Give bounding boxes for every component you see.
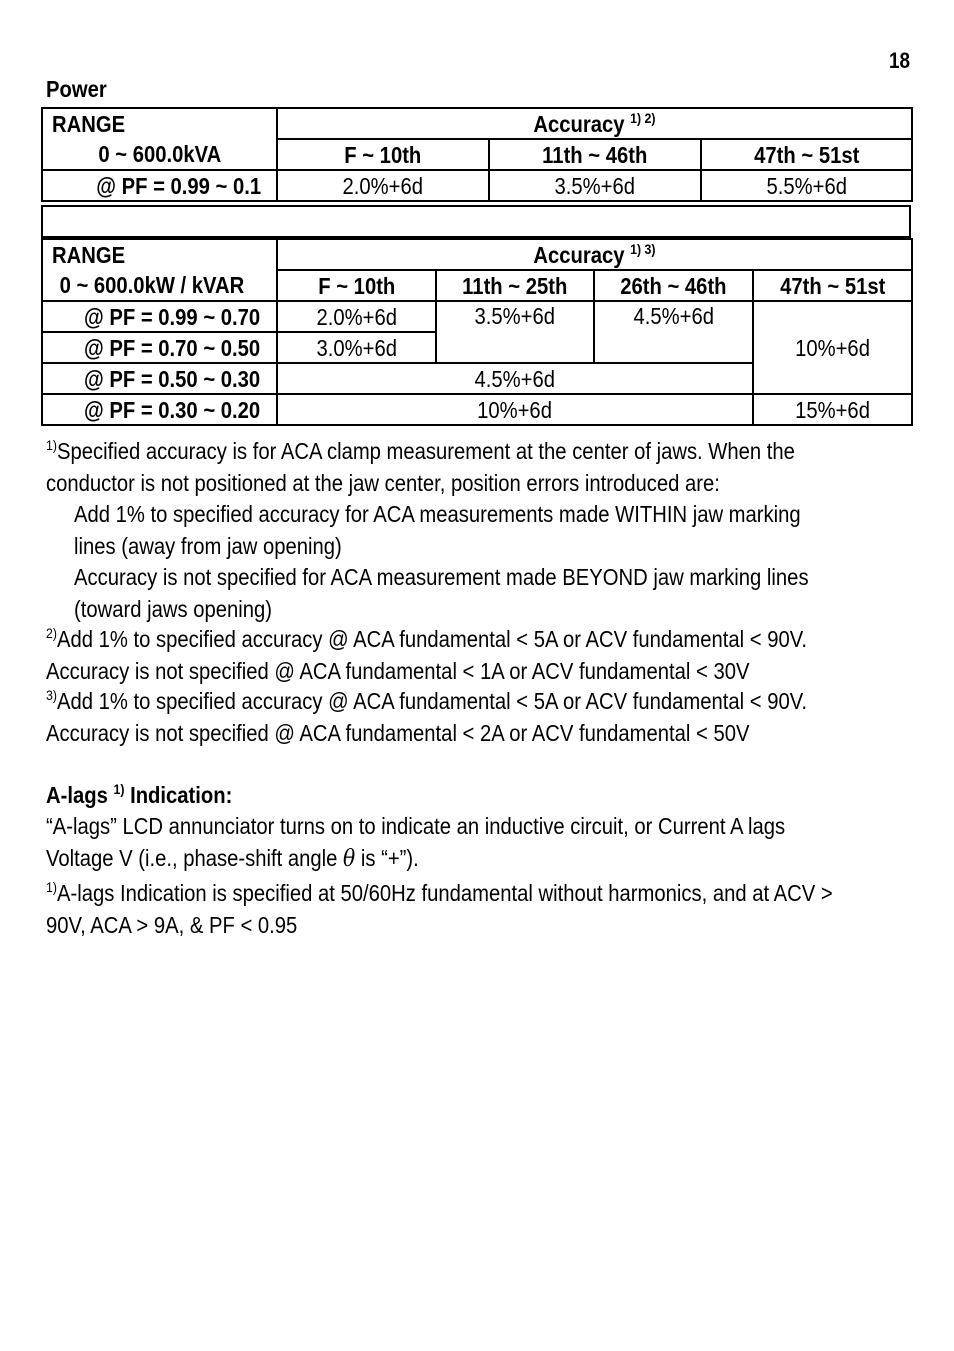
column-header: F ~ 10th [277,139,489,170]
accuracy-header: Accuracy $^{1) 2)}$ [277,108,912,139]
section-title: Power [46,76,107,102]
table-cell: 2.0%+6d [277,301,436,332]
alags-body: “A-lags” LCD annunciator turns on to indicate an inductive circuit, or Current A lags Voltage V (i.e., phase-shift angle θ is “+”). [46,813,786,872]
accuracy-header: Accuracy $^{1) 3)}$ [277,239,912,270]
range-value: 0 ~ 600.0kVA [42,139,277,170]
row-label: @ PF = 0.50 ~ 0.30 [42,363,277,394]
column-header: 47th ~ 51st [753,270,912,301]
range-label: RANGE [42,239,277,270]
column-header: 47th ~ 51st [701,139,912,170]
table-cell: 15%+6d [753,394,912,425]
alags-heading: A-lags $^{1)}$ Indication: [46,781,233,808]
column-header: 11th ~ 25th [436,270,594,301]
page-number: 18 [888,48,910,73]
column-header: 26th ~ 46th [594,270,753,301]
table-cell: 3.0%+6d [277,332,436,363]
table-row [42,170,912,201]
table-cell: 5.5%+6d [701,170,912,201]
footnote-3: $^{3)}$Add 1% to specified accuracy @ ACA fundamental < 5A or ACV fundamental < 90V. Accuracy is not specified @ ACA fundamental < 2A or ACV fundamental < 50V [46,687,807,746]
footnote-1: $^{1)}$Specified accuracy is for ACA clamp measurement at the center of jaws. When the conductor is not positioned at the jaw center, position errors introduced are: [46,437,795,496]
row-label: @ PF = 0.99 ~ 0.1 [42,170,277,201]
table-cell: 10%+6d [277,394,753,425]
table-cell: 4.5%+6d [594,301,753,363]
column-header: F ~ 10th [277,270,436,301]
range-value: 0 ~ 600.0kW / kVAR [42,270,277,301]
footnote-2: $^{2)}$Add 1% to specified accuracy @ ACA fundamental < 5A or ACV fundamental < 90V. Accuracy is not specified @ ACA fundamental < 1A or ACV fundamental < 30V [46,625,807,684]
table-row [42,394,912,425]
footnote-1-item-2: Accuracy is not specified for ACA measurement made BEYOND jaw marking lines (toward jaws opening) [74,564,809,622]
table-cell: 3.5%+6d [489,170,701,201]
table-cell: 4.5%+6d [277,363,753,394]
alags-footnote: $^{1)}$A-lags Indication is specified at 50/60Hz fundamental without harmonics, and at ACV > 90V, ACA > 9A, & PF < 0.95 [46,879,833,938]
row-label: @ PF = 0.30 ~ 0.20 [42,394,277,425]
table-cell: 2.0%+6d [277,170,489,201]
power-kw-table [41,238,913,426]
table-row [42,301,912,332]
table-cell: 10%+6d [753,301,912,394]
table-separator [41,205,911,238]
table-cell: 3.5%+6d [436,301,594,363]
row-label: @ PF = 0.70 ~ 0.50 [42,332,277,363]
footnote-1-item-1: Add 1% to specified accuracy for ACA measurements made WITHIN jaw marking lines (away from jaw opening) [74,501,801,559]
row-label: @ PF = 0.99 ~ 0.70 [42,301,277,332]
column-header: 11th ~ 46th [489,139,701,170]
power-kva-table [41,107,913,202]
range-label: RANGE [42,108,277,139]
